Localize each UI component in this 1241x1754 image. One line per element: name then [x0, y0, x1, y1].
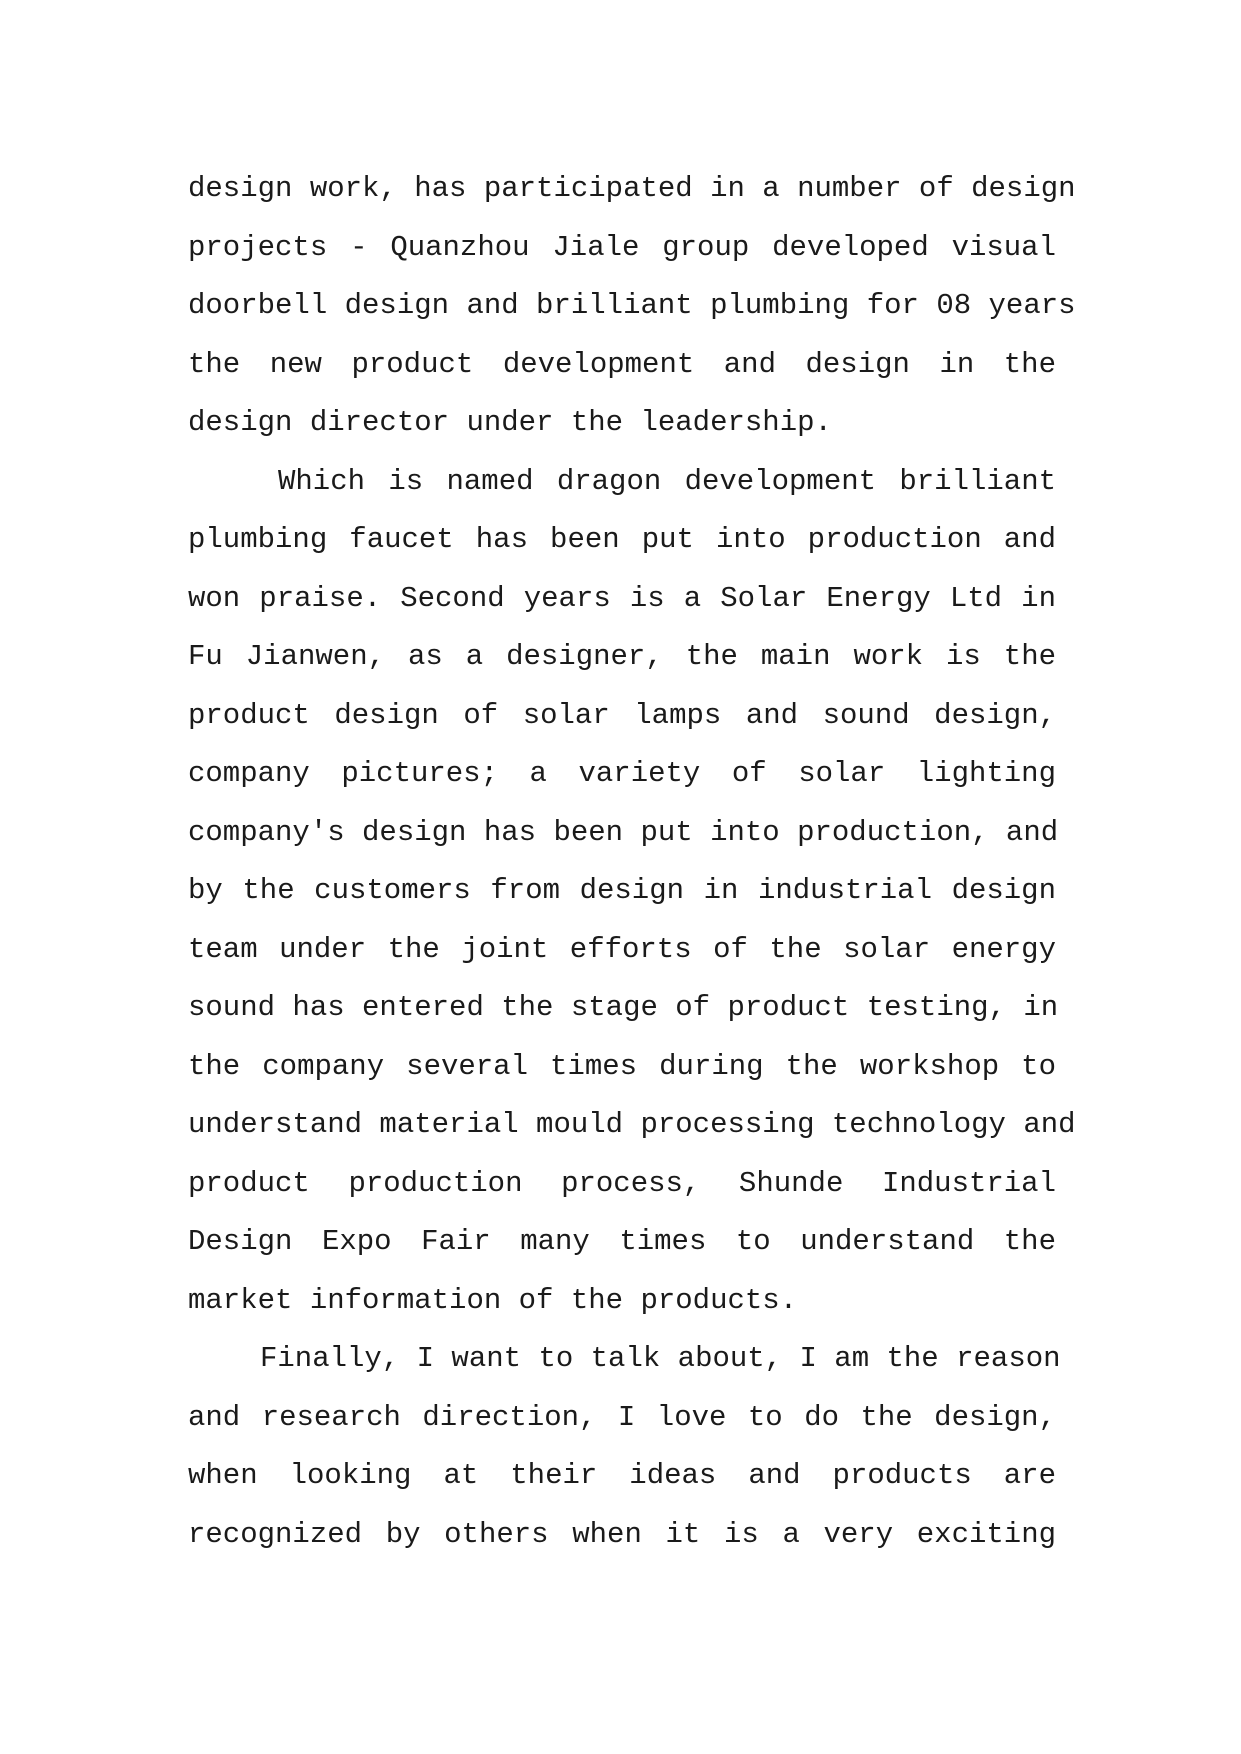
text-line: by the customers from design in industrial design: [188, 874, 1056, 907]
text-line: when looking at their ideas and products are: [188, 1459, 1056, 1492]
text-line: company's design has been put into production, and: [188, 815, 1059, 849]
text-line: the company several times during the workshop to: [188, 1049, 1056, 1083]
text-line: company pictures; a variety of solar lighting: [188, 757, 1056, 790]
text-line: projects - Quanzhou Jiale group developed visual: [188, 230, 1056, 264]
text-line: Design Expo Fair many times to understand the: [188, 1225, 1056, 1258]
text-line: recognized by others when it is a very exciting: [188, 1517, 1056, 1551]
text-line: and research direction, I love to do the design,: [188, 1400, 1056, 1434]
text-line: product design of solar lamps and sound design,: [188, 698, 1056, 732]
text-line: understand material mould processing technology and: [188, 1108, 1076, 1141]
text-line: Which is named dragon development brilliant: [278, 464, 1056, 498]
body-text: [188, 160, 1076, 1564]
text-line: Fu Jianwen, as a designer, the main work is the: [188, 640, 1056, 673]
text-line: Finally, I want to talk about, I am the reason: [260, 1342, 1061, 1375]
paragraph: [188, 1330, 1061, 1564]
text-line: sound has entered the stage of product testing, in: [188, 991, 1059, 1024]
text-line: doorbell design and brilliant plumbing for 08 years: [188, 289, 1076, 322]
paragraph: [188, 160, 1076, 453]
text-line: won praise. Second years is a Solar Energy Ltd in: [188, 581, 1056, 615]
text-line: plumbing faucet has been put into production and: [188, 523, 1056, 556]
paragraph: [188, 453, 1076, 1331]
text-line: team under the joint efforts of the solar energy: [188, 932, 1056, 966]
text-line: product production process, Shunde Industrial: [188, 1166, 1056, 1200]
text-line: the new product development and design in the: [188, 347, 1056, 381]
text-line: market information of the products.: [188, 1283, 798, 1317]
text-line: design work, has participated in a number of design: [188, 172, 1076, 205]
text-line: design director under the leadership.: [188, 406, 832, 439]
